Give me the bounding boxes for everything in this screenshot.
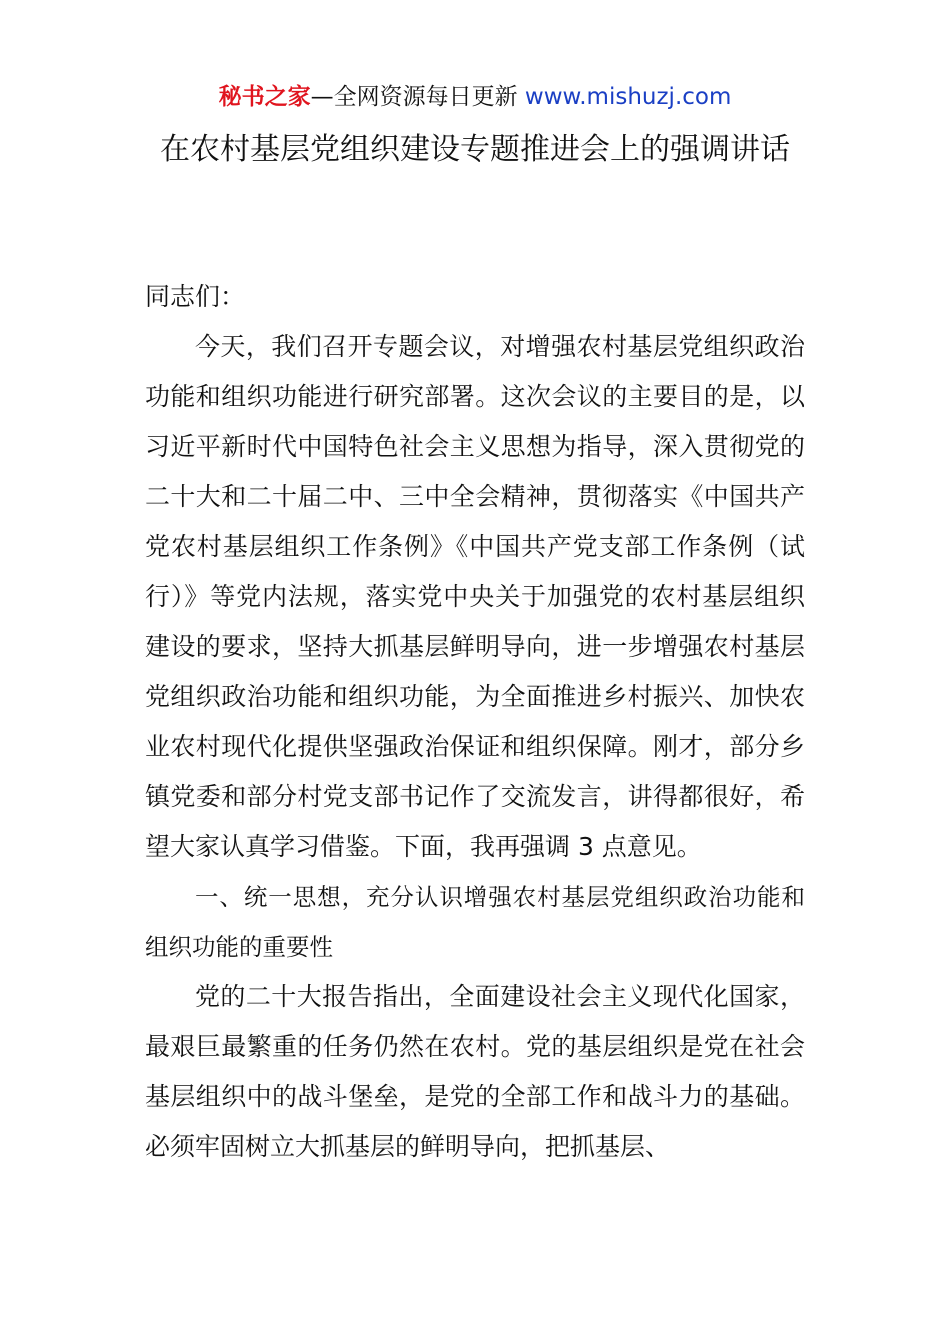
site-url-link[interactable]: www.mishuzj.com (524, 84, 732, 110)
site-header (0, 82, 950, 112)
brand-name: 秘书之家 (218, 84, 311, 110)
document-title: 在农村基层党组织建设专题推进会上的强调讲话 (160, 132, 790, 167)
body-paragraph: 党的二十大报告指出，全面建设社会主义现代化国家，最艰巨最繁重的任务仍然在农村。党的基层组织是党在社会基层组织中的战斗堡垒，是党的全部工作和战斗力的基础。必须牢固树立大抓基层的鲜明导向，把抓基层、 (145, 982, 805, 1161)
section-heading: 一、统一思想，充分认识增强农村基层党组织政治功能和组织功能的重要性 (145, 883, 805, 961)
body-paragraph: 今天，我们召开专题会议，对增强农村基层党组织政治功能和组织功能进行研究部署。这次会议的主要目的是，以习近平新时代中国特色社会主义思想为指导，深入贯彻党的二十大和二十届二中、三中全会精神，贯彻落实《中国共产党农村基层组织工作条例》《中国共产党支部工作条例（试行）》等党内法规，落实党中央关于加强党的农村基层组织建设的要求，坚持大抓基层鲜明导向，进一步增强农村基层党组织政治功能和组织功能，为全面推进乡村振兴、加快农业农村现代化提供坚强政治保证和组织保障。刚才，部分乡镇党委和部分村党支部书记作了交流发言，讲得都很好，希望大家认真学习借鉴。下面，我再强调 3 点意见。 (145, 332, 805, 861)
document-body (145, 272, 805, 1172)
header-tagline: —全网资源每日更新 (310, 84, 525, 110)
salutation: 同志们： (145, 282, 246, 311)
